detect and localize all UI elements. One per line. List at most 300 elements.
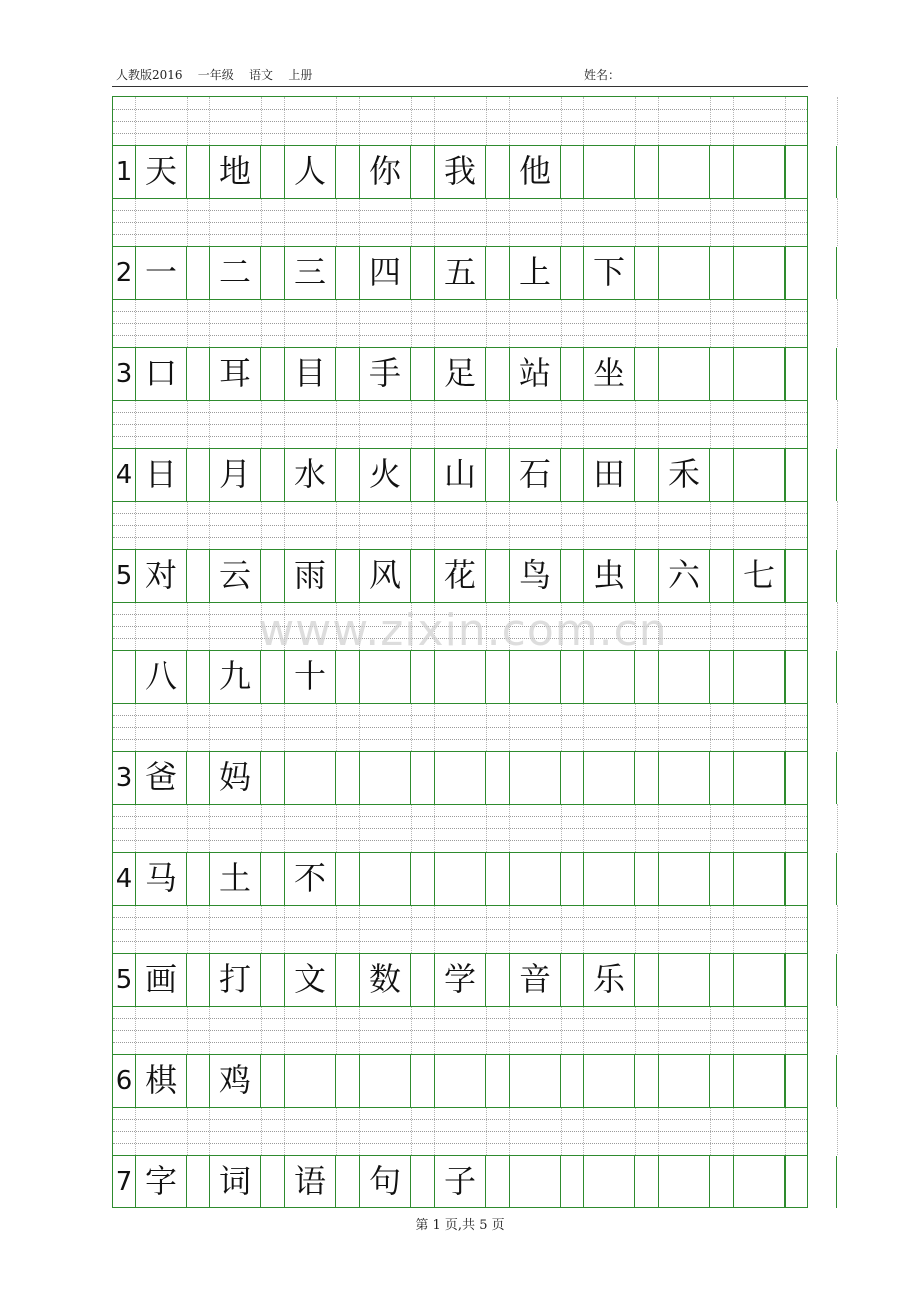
character-box: 站 (509, 348, 561, 400)
character-box: 乐 (583, 954, 635, 1006)
guide-line (561, 501, 562, 549)
guide-line (135, 501, 136, 549)
pinyin-lines (113, 198, 807, 246)
guide-line (261, 804, 262, 852)
guide-line (785, 602, 786, 650)
character-box (733, 651, 785, 703)
character-box (658, 651, 710, 703)
guide-line (785, 299, 786, 347)
character-box (658, 1055, 710, 1107)
guide-line (583, 198, 584, 246)
guide-line (509, 1006, 510, 1054)
guide-line (411, 1006, 412, 1054)
character-box (785, 1055, 837, 1107)
pinyin-lines (113, 804, 807, 852)
character-box (733, 348, 785, 400)
guide-line (135, 602, 136, 650)
character-box (785, 954, 837, 1006)
guide-line (135, 97, 136, 145)
guide-line (284, 501, 285, 549)
character-box (785, 449, 837, 501)
character-box: 日 (135, 449, 187, 501)
character-box: 花 (434, 550, 486, 602)
pinyin-lines (113, 602, 807, 650)
guide-line (561, 602, 562, 650)
character-box: 语 (284, 1156, 336, 1208)
guide-line (635, 804, 636, 852)
grid-row (113, 905, 807, 1006)
character-box (658, 247, 710, 299)
guide-line (113, 816, 807, 817)
character-row (113, 1155, 807, 1208)
guide-line (486, 602, 487, 650)
guide-line (561, 400, 562, 448)
pinyin-lines (113, 905, 807, 953)
guide-line (261, 501, 262, 549)
guide-line (837, 198, 838, 246)
guide-line (113, 121, 807, 122)
guide-line (113, 626, 807, 627)
guide-line (583, 1006, 584, 1054)
pinyin-lines (113, 299, 807, 347)
guide-line (561, 1006, 562, 1054)
guide-line (837, 299, 838, 347)
row-number: 3 (115, 763, 133, 793)
character-box (733, 853, 785, 905)
grid-row (113, 1006, 807, 1107)
guide-line (837, 97, 838, 145)
guide-line (785, 501, 786, 549)
guide-line (509, 400, 510, 448)
guide-line (261, 97, 262, 145)
guide-line (336, 501, 337, 549)
guide-line (635, 602, 636, 650)
character-box (284, 752, 336, 804)
grid-row (113, 400, 807, 501)
guide-line (261, 299, 262, 347)
guide-line (284, 804, 285, 852)
character-box: 我 (434, 146, 486, 198)
character-box (733, 954, 785, 1006)
guide-line (113, 335, 807, 336)
character-box: 棋 (135, 1055, 187, 1107)
guide-line (434, 400, 435, 448)
pinyin-lines (113, 1107, 807, 1155)
guide-line (261, 602, 262, 650)
guide-line (261, 703, 262, 751)
guide-line (359, 703, 360, 751)
guide-line (209, 299, 210, 347)
character-box: 六 (658, 550, 710, 602)
guide-line (209, 804, 210, 852)
character-box: 九 (209, 651, 261, 703)
guide-line (710, 804, 711, 852)
character-box: 鸟 (509, 550, 561, 602)
guide-line (187, 602, 188, 650)
guide-line (113, 109, 807, 110)
guide-line (113, 1131, 807, 1132)
character-box (284, 1055, 336, 1107)
guide-line (486, 299, 487, 347)
guide-line (113, 638, 807, 639)
guide-line (509, 97, 510, 145)
name-label: 姓名： (584, 68, 621, 82)
guide-line (209, 1107, 210, 1155)
character-box: 手 (359, 348, 411, 400)
guide-line (113, 525, 807, 526)
guide-line (785, 703, 786, 751)
character-box (733, 752, 785, 804)
guide-line (113, 929, 807, 930)
character-box (785, 348, 837, 400)
character-row (113, 145, 807, 198)
character-box: 子 (434, 1156, 486, 1208)
guide-line (434, 198, 435, 246)
guide-line (113, 739, 807, 740)
guide-line (113, 210, 807, 211)
guide-line (710, 703, 711, 751)
character-box: 学 (434, 954, 486, 1006)
guide-line (113, 424, 807, 425)
guide-line (359, 905, 360, 953)
guide-line (837, 1107, 838, 1155)
character-box: 字 (135, 1156, 187, 1208)
guide-line (284, 905, 285, 953)
guide-line (135, 905, 136, 953)
character-box: 五 (434, 247, 486, 299)
row-number: 4 (115, 460, 133, 490)
guide-line (434, 1107, 435, 1155)
guide-line (434, 1006, 435, 1054)
character-box (434, 1055, 486, 1107)
guide-line (561, 97, 562, 145)
character-row (113, 650, 807, 703)
character-box: 风 (359, 550, 411, 602)
pinyin-lines (113, 97, 807, 145)
guide-line (187, 400, 188, 448)
guide-line (486, 905, 487, 953)
guide-line (486, 804, 487, 852)
guide-line (658, 602, 659, 650)
character-box: 火 (359, 449, 411, 501)
character-box: 文 (284, 954, 336, 1006)
guide-line (113, 840, 807, 841)
guide-line (733, 299, 734, 347)
character-box: 上 (509, 247, 561, 299)
character-box: 七 (733, 550, 785, 602)
row-number: 6 (115, 1066, 133, 1096)
guide-line (561, 804, 562, 852)
grid-row (113, 602, 807, 703)
character-box: 坐 (583, 348, 635, 400)
character-box: 下 (583, 247, 635, 299)
guide-line (284, 299, 285, 347)
guide-line (583, 602, 584, 650)
guide-line (411, 97, 412, 145)
guide-line (336, 1107, 337, 1155)
guide-line (113, 436, 807, 437)
guide-line (336, 804, 337, 852)
character-box: 音 (509, 954, 561, 1006)
guide-line (509, 703, 510, 751)
character-box: 一 (135, 247, 187, 299)
guide-line (209, 198, 210, 246)
guide-line (509, 299, 510, 347)
character-box (583, 1156, 635, 1208)
character-box: 妈 (209, 752, 261, 804)
guide-line (583, 804, 584, 852)
guide-line (733, 602, 734, 650)
guide-line (336, 97, 337, 145)
guide-line (785, 1006, 786, 1054)
guide-line (336, 198, 337, 246)
character-box (733, 146, 785, 198)
guide-line (785, 804, 786, 852)
pinyin-lines (113, 703, 807, 751)
guide-line (561, 703, 562, 751)
character-row (113, 246, 807, 299)
grid-row (113, 703, 807, 804)
guide-line (658, 1107, 659, 1155)
character-box (583, 752, 635, 804)
character-box: 人 (284, 146, 336, 198)
guide-line (284, 1107, 285, 1155)
guide-line (113, 1018, 807, 1019)
guide-line (486, 97, 487, 145)
character-box: 四 (359, 247, 411, 299)
guide-line (135, 703, 136, 751)
guide-line (837, 400, 838, 448)
character-box (509, 853, 561, 905)
guide-line (710, 602, 711, 650)
guide-line (209, 97, 210, 145)
character-box (509, 651, 561, 703)
guide-line (635, 1107, 636, 1155)
character-box (733, 1156, 785, 1208)
guide-line (359, 1006, 360, 1054)
character-box: 词 (209, 1156, 261, 1208)
guide-line (284, 602, 285, 650)
guide-line (635, 400, 636, 448)
guide-line (486, 400, 487, 448)
character-box: 月 (209, 449, 261, 501)
character-box (434, 752, 486, 804)
guide-line (486, 1006, 487, 1054)
guide-line (411, 400, 412, 448)
guide-line (209, 400, 210, 448)
character-box (785, 752, 837, 804)
guide-line (113, 311, 807, 312)
guide-line (209, 703, 210, 751)
row-number (113, 651, 135, 703)
guide-line (411, 905, 412, 953)
character-row (113, 852, 807, 905)
guide-line (733, 198, 734, 246)
guide-line (209, 1006, 210, 1054)
character-box: 三 (284, 247, 336, 299)
character-box (785, 651, 837, 703)
guide-line (561, 198, 562, 246)
guide-line (261, 400, 262, 448)
character-box: 你 (359, 146, 411, 198)
guide-line (187, 804, 188, 852)
watermark: www.zixin.com.cn (258, 605, 668, 656)
guide-line (187, 299, 188, 347)
row-number: 4 (115, 864, 133, 894)
character-box (658, 1156, 710, 1208)
guide-line (785, 1107, 786, 1155)
guide-line (113, 941, 807, 942)
guide-line (261, 1006, 262, 1054)
grid-row (113, 804, 807, 905)
guide-line (113, 412, 807, 413)
guide-line (187, 501, 188, 549)
guide-line (733, 400, 734, 448)
character-box: 对 (135, 550, 187, 602)
guide-line (284, 198, 285, 246)
guide-line (509, 804, 510, 852)
guide-line (209, 602, 210, 650)
guide-line (561, 905, 562, 953)
guide-line (411, 602, 412, 650)
guide-line (359, 97, 360, 145)
guide-line (785, 905, 786, 953)
guide-line (113, 323, 807, 324)
guide-line (434, 804, 435, 852)
character-row (113, 347, 807, 400)
guide-line (336, 905, 337, 953)
guide-line (113, 1042, 807, 1043)
guide-line (635, 501, 636, 549)
row-border (113, 1107, 807, 1108)
character-row (113, 953, 807, 1006)
row-border (113, 804, 807, 805)
header-title: 人教版2016 一年级 语文 上册 (116, 68, 313, 82)
character-box (733, 449, 785, 501)
pinyin-lines (113, 1006, 807, 1054)
character-box (359, 752, 411, 804)
row-number: 7 (115, 1167, 133, 1197)
character-box (733, 1055, 785, 1107)
guide-line (635, 299, 636, 347)
writing-grid (112, 96, 808, 1208)
guide-line (733, 501, 734, 549)
character-box: 马 (135, 853, 187, 905)
character-box (785, 247, 837, 299)
character-box: 雨 (284, 550, 336, 602)
character-box (583, 853, 635, 905)
guide-line (359, 299, 360, 347)
guide-line (583, 703, 584, 751)
guide-line (710, 1107, 711, 1155)
guide-line (486, 1107, 487, 1155)
guide-line (336, 1006, 337, 1054)
character-box (658, 348, 710, 400)
guide-line (359, 804, 360, 852)
guide-line (411, 501, 412, 549)
guide-line (733, 804, 734, 852)
row-number: 2 (115, 258, 133, 288)
guide-line (486, 198, 487, 246)
character-box: 水 (284, 449, 336, 501)
guide-line (710, 1006, 711, 1054)
grid-row (113, 1107, 807, 1208)
pinyin-lines (113, 501, 807, 549)
character-box: 天 (135, 146, 187, 198)
row-number: 5 (115, 561, 133, 591)
character-box: 鸡 (209, 1055, 261, 1107)
guide-line (113, 715, 807, 716)
character-box: 爸 (135, 752, 187, 804)
guide-line (785, 198, 786, 246)
guide-line (113, 222, 807, 223)
guide-line (710, 501, 711, 549)
guide-line (733, 97, 734, 145)
guide-line (733, 905, 734, 953)
guide-line (583, 905, 584, 953)
guide-line (837, 703, 838, 751)
character-box: 云 (209, 550, 261, 602)
guide-line (486, 501, 487, 549)
guide-line (261, 1107, 262, 1155)
guide-line (113, 513, 807, 514)
character-box: 目 (284, 348, 336, 400)
guide-line (284, 97, 285, 145)
row-number: 1 (115, 157, 133, 187)
guide-line (135, 400, 136, 448)
character-box (658, 146, 710, 198)
row-border (113, 299, 807, 300)
character-box (785, 1156, 837, 1208)
guide-line (336, 703, 337, 751)
guide-line (113, 1143, 807, 1144)
grid-row (113, 198, 807, 299)
guide-line (635, 905, 636, 953)
character-box (359, 651, 411, 703)
guide-line (113, 234, 807, 235)
guide-line (336, 400, 337, 448)
character-row (113, 1054, 807, 1107)
guide-line (583, 97, 584, 145)
character-box: 十 (284, 651, 336, 703)
guide-line (635, 198, 636, 246)
guide-line (336, 602, 337, 650)
character-row (113, 751, 807, 804)
guide-line (710, 97, 711, 145)
character-box (658, 853, 710, 905)
guide-line (710, 400, 711, 448)
character-box: 地 (209, 146, 261, 198)
guide-line (187, 97, 188, 145)
character-box: 他 (509, 146, 561, 198)
character-box (785, 853, 837, 905)
character-box: 句 (359, 1156, 411, 1208)
grid-row (113, 501, 807, 602)
character-box: 画 (135, 954, 187, 1006)
row-number: 3 (115, 359, 133, 389)
guide-line (411, 198, 412, 246)
page-header (112, 64, 808, 87)
guide-line (359, 1107, 360, 1155)
guide-line (113, 1119, 807, 1120)
guide-line (658, 703, 659, 751)
character-box: 禾 (658, 449, 710, 501)
guide-line (113, 614, 807, 615)
pinyin-lines (113, 400, 807, 448)
guide-line (710, 198, 711, 246)
character-box (733, 247, 785, 299)
guide-line (113, 828, 807, 829)
